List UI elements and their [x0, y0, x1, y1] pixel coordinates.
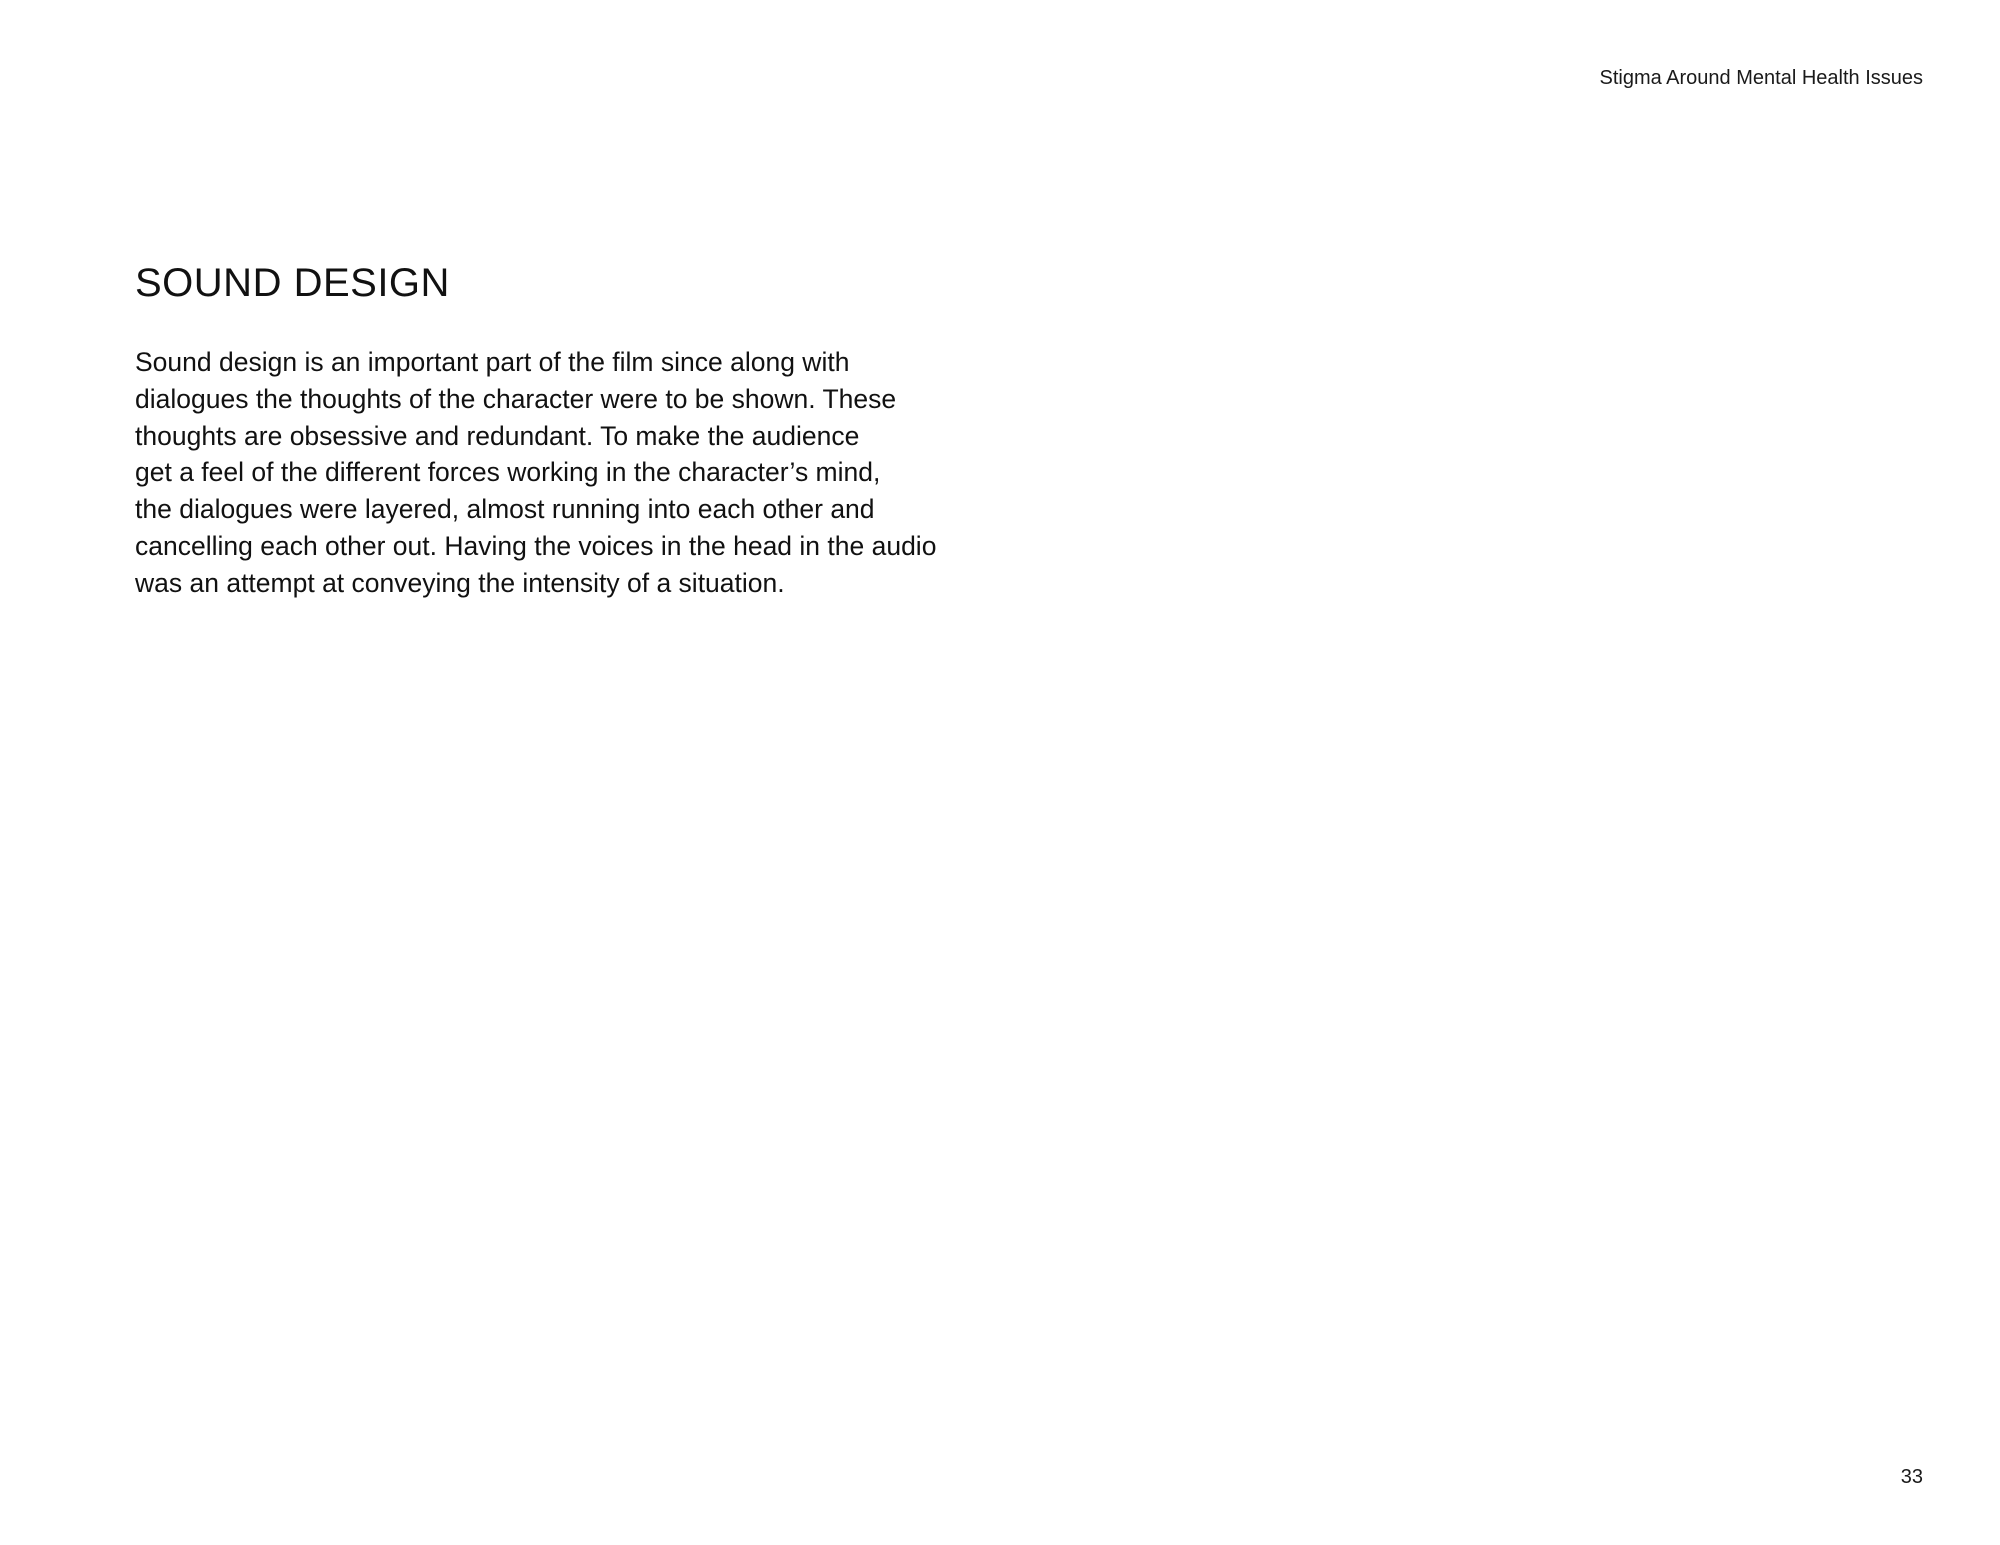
body-line: cancelling each other out. Having the voices in the head in the audio: [135, 530, 937, 561]
body-line: Sound design is an important part of the film since along with: [135, 347, 850, 377]
body-line: the dialogues were layered, almost running into each other and: [135, 494, 875, 525]
section-title: SOUND DESIGN: [135, 261, 450, 305]
body-line: was an attempt at conveying the intensity of a situation.: [135, 567, 785, 598]
running-header: Stigma Around Mental Health Issues: [1599, 67, 1923, 89]
body-paragraph: [135, 344, 1035, 602]
body-line: thoughts are obsessive and redundant. To make the audience: [135, 420, 860, 451]
body-line: dialogues the thoughts of the character were to be shown. These: [135, 383, 897, 414]
body-line: get a feel of the different forces working in the character’s mind,: [135, 457, 881, 488]
page-number: 33: [1900, 1466, 1923, 1488]
